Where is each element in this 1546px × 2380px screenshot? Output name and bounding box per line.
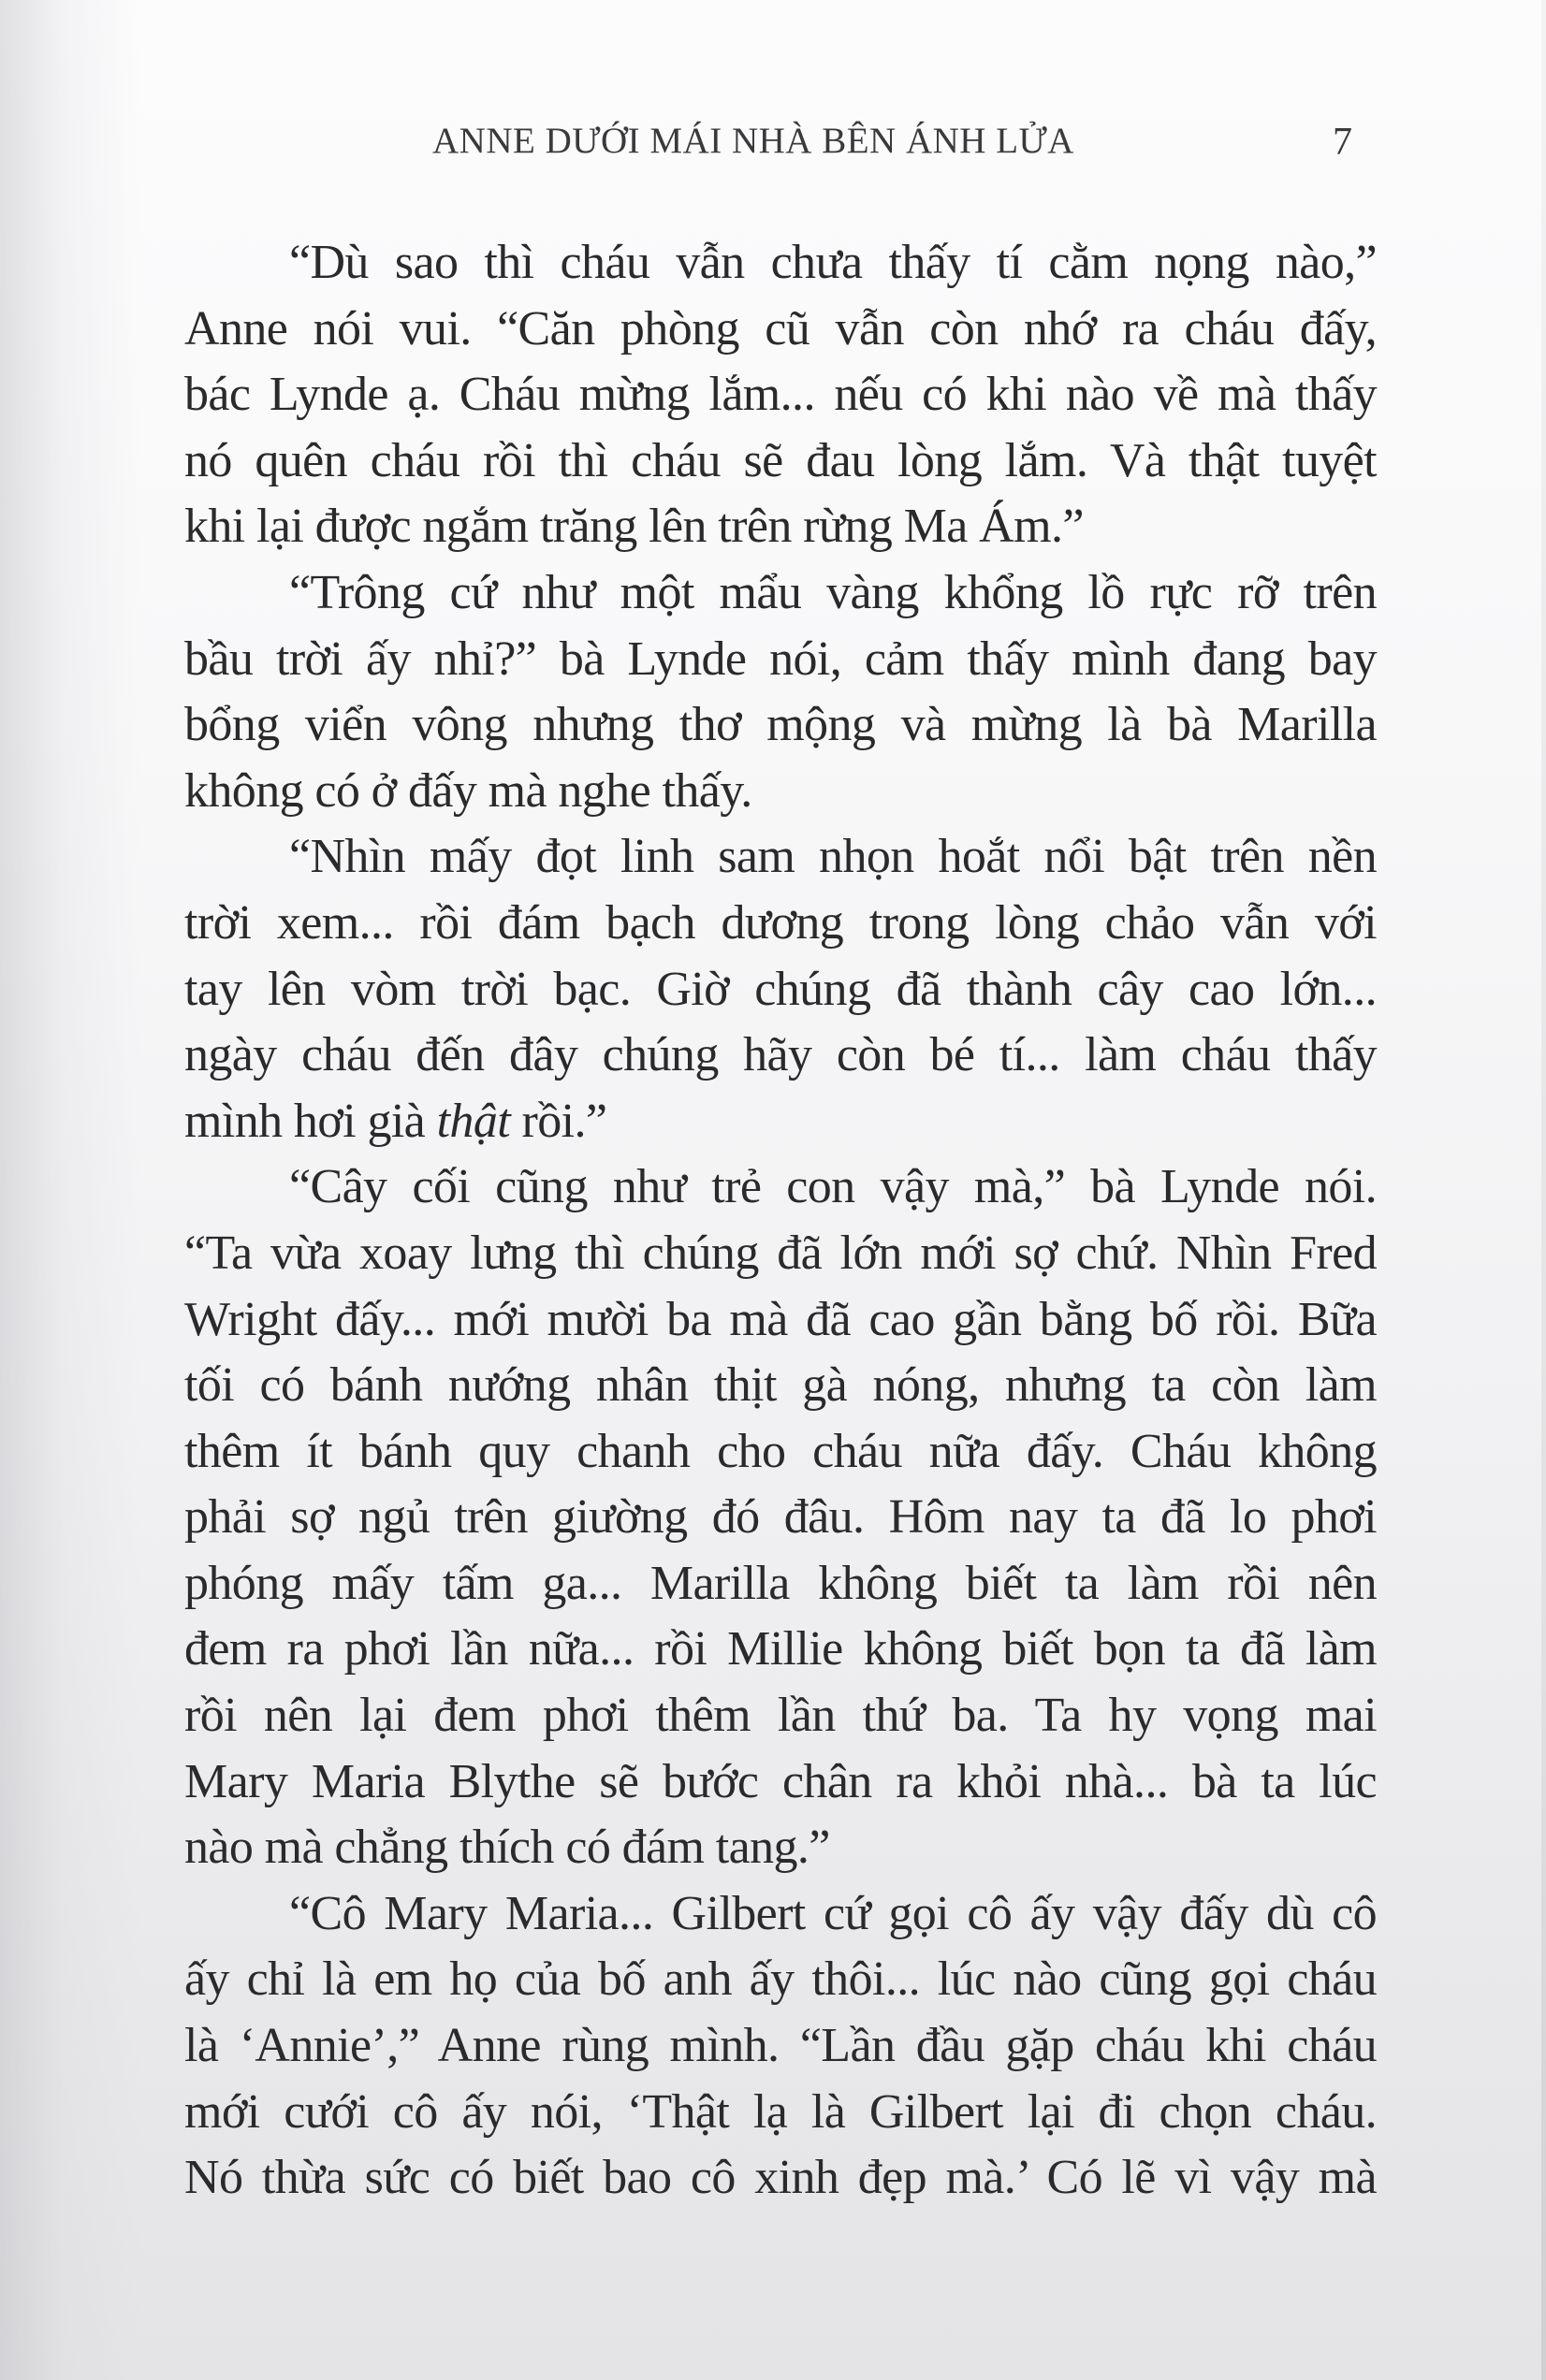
- text-line: bác Lynde ạ. Cháu mừng lắm... nếu có khi nào về mà thấy: [184, 368, 1377, 422]
- text-line: mới cưới cô ấy nói, ‘Thật lạ là Gilbert lại đi chọn cháu.: [184, 2084, 1377, 2139]
- text-line: ngày cháu đến đây chúng hãy còn bé tí... làm cháu thấy: [184, 1028, 1377, 1082]
- text-line: “Dù sao thì cháu vẫn chưa thấy tí cằm nọng nào,”: [289, 236, 1377, 289]
- italic-emphasis: thật: [436, 1094, 511, 1148]
- text-line: phải sợ ngủ trên giường đó đâu. Hôm nay ta đã lo phơi: [184, 1490, 1377, 1545]
- text-line: Wright đấy... mới mười ba mà đã cao gần bằng bố rồi. Bữa: [184, 1292, 1377, 1346]
- text-line: bổng viển vông nhưng thơ mộng và mừng là bà Marilla: [184, 698, 1377, 752]
- text-line: Mary Maria Blythe sẽ bước chân ra khỏi nhà... bà ta lúc: [184, 1754, 1377, 1808]
- spine-shadow: [0, 0, 140, 2380]
- text-line: tối có bánh nướng nhân thịt gà nóng, nhưng ta còn làm: [184, 1358, 1377, 1413]
- text-line: [184, 1089, 1377, 1155]
- text-line: “Nhìn mấy đọt linh sam nhọn hoắt nổi bật trên nền: [289, 830, 1377, 884]
- text-line: khi lại được ngắm trăng lên trên rừng Ma Ám.”: [184, 500, 1084, 554]
- body-text: [184, 230, 1377, 2212]
- text-line: “Cây cối cũng như trẻ con vậy mà,” bà Lynde nói.: [289, 1160, 1377, 1214]
- page-number: 7: [1333, 121, 1352, 164]
- text-line: thêm ít bánh quy chanh cho cháu nữa đấy. Cháu không: [184, 1424, 1377, 1478]
- text-line: Anne nói vui. “Căn phòng cũ vẫn còn nhớ ra cháu đấy,: [184, 301, 1377, 356]
- text-line: không có ở đấy mà nghe thấy.: [184, 763, 752, 818]
- text-line: rồi nên lại đem phơi thêm lần thứ ba. Ta hy vọng mai: [184, 1689, 1377, 1743]
- text-line: “Trông cứ như một mẩu vàng khổng lồ rực rỡ trên: [289, 565, 1377, 619]
- text-line: bầu trời ấy nhỉ?” bà Lynde nói, cảm thấy mình đang bay: [184, 631, 1377, 686]
- text-line: là ‘Annie’,” Anne rùng mình. “Lần đầu gặp cháu khi cháu: [184, 2019, 1377, 2073]
- text-line: đem ra phơi lần nữa... rồi Millie không biết bọn ta đã làm: [184, 1622, 1377, 1676]
- text-line: ấy chỉ là em họ của bố anh ấy thôi... lúc nào cũng gọi cháu: [184, 1952, 1377, 2007]
- text-line: Nó thừa sức có biết bao cô xinh đẹp mà.’ Có lẽ vì vậy mà: [184, 2151, 1377, 2205]
- running-title: ANNE DƯỚI MÁI NHÀ BÊN ÁNH LỬA: [432, 121, 1074, 161]
- text-segment: rồi.”: [510, 1094, 607, 1148]
- text-segment: mình hơi già: [184, 1094, 437, 1148]
- text-line: “Ta vừa xoay lưng thì chúng đã lớn mới sợ chứ. Nhìn Fred: [184, 1226, 1377, 1280]
- page-header: [0, 120, 1546, 176]
- text-line: nó quên cháu rồi thì cháu sẽ đau lòng lắm. Và thật tuyệt: [184, 433, 1377, 487]
- text-line: “Cô Mary Maria... Gilbert cứ gọi cô ấy vậy đấy dù cô: [289, 1886, 1377, 1940]
- text-line: phóng mấy tấm ga... Marilla không biết ta làm rồi nên: [184, 1556, 1377, 1610]
- text-line: nào mà chẳng thích có đám tang.”: [184, 1821, 830, 1875]
- text-line: trời xem... rồi đám bạch dương trong lòng chảo vẫn với: [184, 895, 1377, 950]
- page-edge: [1541, 0, 1546, 2380]
- text-line: tay lên vòm trời bạc. Giờ chúng đã thành cây cao lớn...: [184, 962, 1377, 1016]
